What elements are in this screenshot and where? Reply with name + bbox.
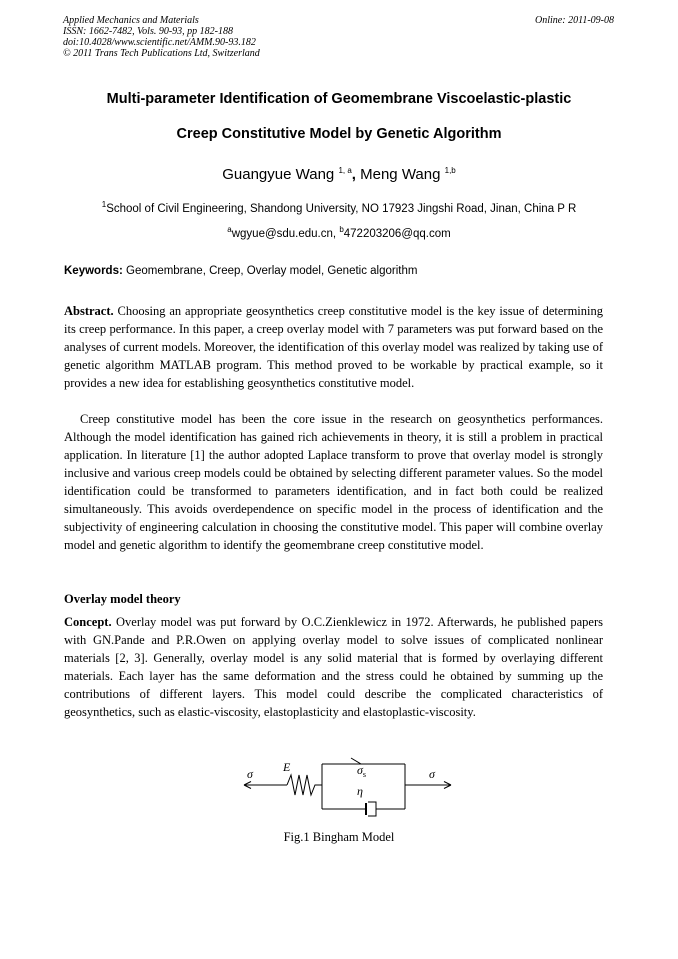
eta-label: η	[357, 784, 363, 798]
dashpot-cylinder	[368, 802, 376, 816]
affiliation-sup: 1	[101, 200, 107, 210]
sigma-right-label: σ	[429, 767, 435, 781]
affiliation	[40, 200, 638, 215]
copyright: © 2011 Trans Tech Publications Ltd, Switzerland	[63, 48, 260, 59]
figure-caption: Fig.1 Bingham Model	[283, 830, 395, 844]
affiliation-text: School of Civil Engineering, Shandong University, NO 17923 Jingshi Road, Jinan, China P R	[106, 203, 577, 215]
authors	[40, 166, 638, 183]
right-arrowhead	[444, 782, 451, 786]
paper-title-line1: Multi-parameter Identification of Geomembrane Viscoelastic-plastic	[106, 91, 572, 107]
keywords-text: Geomembrane, Creep, Overlay model, Genetic algorithm	[126, 265, 418, 277]
intro-paragraph: Creep constitutive model has been the core issue in the research on geosynthetics performances. Although the model identification has gained rich achievements in theory, it is still a problem in practical application. In literature [1] the author adopted Laplace transform to prove that overlay model is strongly inclusive and various creep models could be obtained by selecting different parameter values. So the model identification could be transformed to parameters identification, and in fact both could be realized simultaneously. This avoids overdependence on specific model in the process of identification and the subjectivity of engineering calculation in choosing the constitutive model. This paper will combine overlay model and genetic algorithm to identify the geomembrane creep constitutive model.	[64, 412, 603, 552]
left-arrowhead	[244, 782, 251, 786]
concept-paragraph	[64, 613, 603, 721]
online-date: Online: 2011-09-08	[535, 15, 614, 26]
sigma-left-label: σ	[247, 767, 253, 781]
author-2-sup: 1,b	[444, 166, 456, 175]
emails	[40, 225, 638, 240]
e-label: E	[283, 760, 291, 774]
author-1-sup: 1, a	[338, 166, 352, 175]
keywords-label: Keywords:	[64, 265, 123, 277]
concept-text: Overlay model was put forward by O.C.Zienklewicz in 1972. Afterwards, he published papers with GN.Pande and P.R.Owen on applying overlay model to solve issues of complicated nonlinear materials [2, 3]. Generally, overlay model is any solid material that is formed by overlaying different materials. Each layer has the same deformation and the stress could he obtained by summing up the contributions of different layers. This model could describe the complicated characteristics of geosynthetics, such as elastic-viscosity, elastoplasticity and elastoplastic-viscosity.	[64, 615, 604, 719]
email-b-sup: b	[339, 225, 344, 235]
email-separator: ,	[332, 228, 337, 240]
email-a-sup: a	[227, 225, 232, 235]
doi: doi:10.4028/www.scientific.net/AMM.90-93.182	[63, 37, 256, 48]
journal-name: Applied Mechanics and Materials	[63, 15, 199, 26]
email-b: 472203206@qq.com	[343, 228, 451, 240]
bingham-model-diagram	[240, 748, 455, 823]
keywords	[64, 265, 417, 277]
author-separator: ,	[351, 166, 356, 183]
sigma-s-label: $\sigma_s$	[357, 763, 367, 779]
email-a: wgyue@sdu.edu.cn	[231, 228, 333, 240]
abstract-label: Abstract.	[64, 304, 114, 318]
author-1: Guangyue Wang	[222, 166, 335, 183]
section-heading: Overlay model theory	[64, 592, 181, 606]
issn: ISSN: 1662-7482, Vols. 90-93, pp 182-188	[63, 26, 233, 37]
spring-e	[287, 775, 322, 795]
concept-label: Concept.	[64, 615, 112, 629]
journal-header	[63, 15, 260, 59]
paper-title-line2: Creep Constitutive Model by Genetic Algorithm	[176, 126, 502, 142]
author-2: Meng Wang	[360, 166, 441, 183]
abstract	[64, 302, 603, 392]
abstract-text: Choosing an appropriate geosynthetics creep constitutive model is the key issue of determining its creep performance. In this paper, a creep overlay model with 7 parameters was put forward based on the analyses of current models. Moreover, the identification of this overlay model was realized by taking use of genetic algorithm MATLAB program. This method proved to be workable by practical example, so it provides a new idea for establishing geosynthetics constitutive model.	[64, 304, 603, 390]
